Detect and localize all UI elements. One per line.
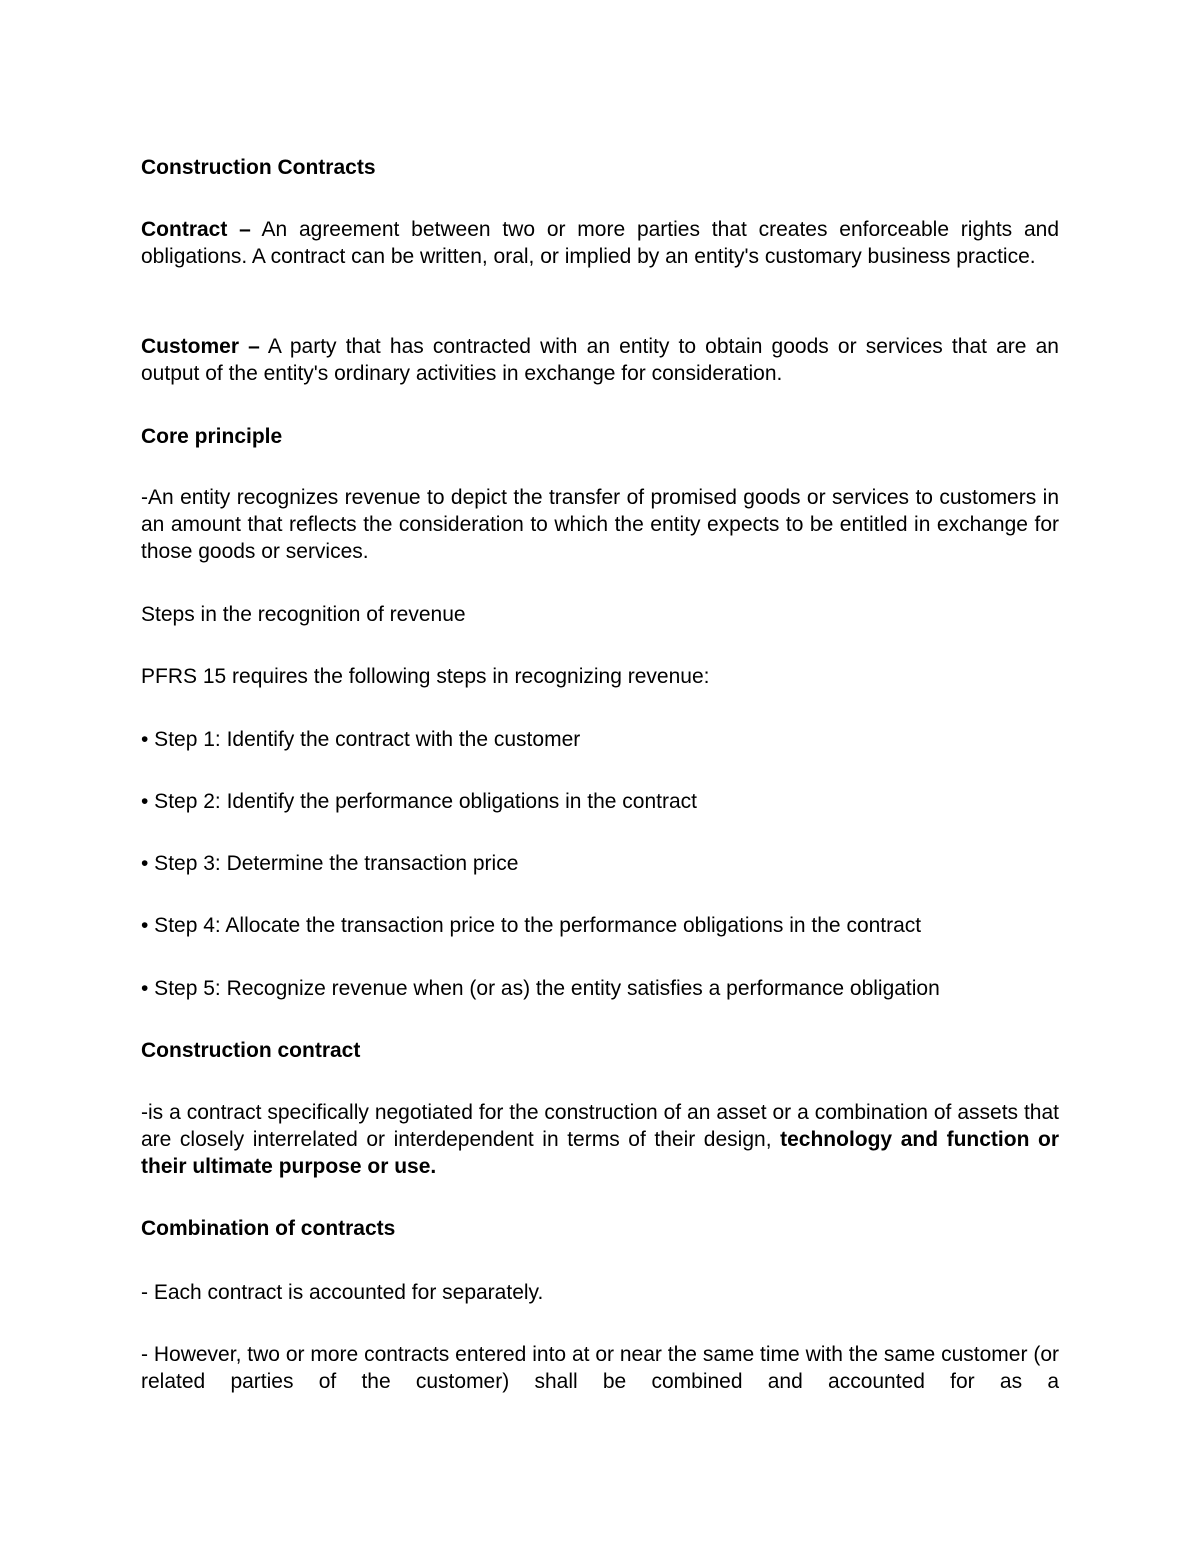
step-item: • Step 2: Identify the performance obligations in the contract bbox=[141, 790, 698, 813]
combination-heading: Combination of contracts bbox=[141, 1217, 396, 1240]
construction-contract-heading: Construction contract bbox=[141, 1039, 361, 1062]
construction-contract-text bbox=[141, 1099, 1059, 1180]
step-item: • Step 1: Identify the contract with the customer bbox=[141, 728, 581, 751]
document-title: Construction Contracts bbox=[141, 156, 376, 179]
construction-contract-bold: technology and function or their ultimate purpose or use. bbox=[141, 1128, 1059, 1178]
customer-term: Customer – bbox=[141, 335, 260, 358]
contract-definition-text: An agreement between two or more parties that creates enforceable rights and obligations. A contract can be written, oral, or implied by an entity's customary business practice. bbox=[141, 218, 1059, 268]
core-principle-text: -An entity recognizes revenue to depict the transfer of promised goods or services to customers in an amount that reflects the consideration to which the entity expects to be entitled in exchange for those goods or services. bbox=[141, 486, 1059, 563]
construction-contract-body: -is a contract specifically negotiated for the construction of an asset or a combination of assets that are closely interrelated or interdependent in terms of their design, bbox=[141, 1101, 1059, 1151]
customer-definition bbox=[141, 333, 1059, 387]
step-item: • Step 5: Recognize revenue when (or as) the entity satisfies a performance obligation bbox=[141, 977, 940, 1000]
contract-term: Contract – bbox=[141, 218, 251, 241]
step-item: • Step 3: Determine the transaction price bbox=[141, 852, 519, 875]
customer-definition-text: A party that has contracted with an entity to obtain goods or services that are an output of the entity's ordinary activities in exchange for consideration. bbox=[141, 335, 1059, 385]
combination-point-1: - Each contract is accounted for separately. bbox=[141, 1281, 544, 1304]
steps-intro: PFRS 15 requires the following steps in recognizing revenue: bbox=[141, 665, 710, 688]
contract-definition bbox=[141, 216, 1059, 270]
core-principle-heading: Core principle bbox=[141, 425, 283, 448]
combination-point-2: - However, two or more contracts entered into at or near the same time with the same customer (or related parties of the customer) shall be combined and accounted for as a bbox=[141, 1343, 1059, 1393]
steps-heading: Steps in the recognition of revenue bbox=[141, 603, 466, 626]
step-item: • Step 4: Allocate the transaction price to the performance obligations in the contract bbox=[141, 914, 922, 937]
